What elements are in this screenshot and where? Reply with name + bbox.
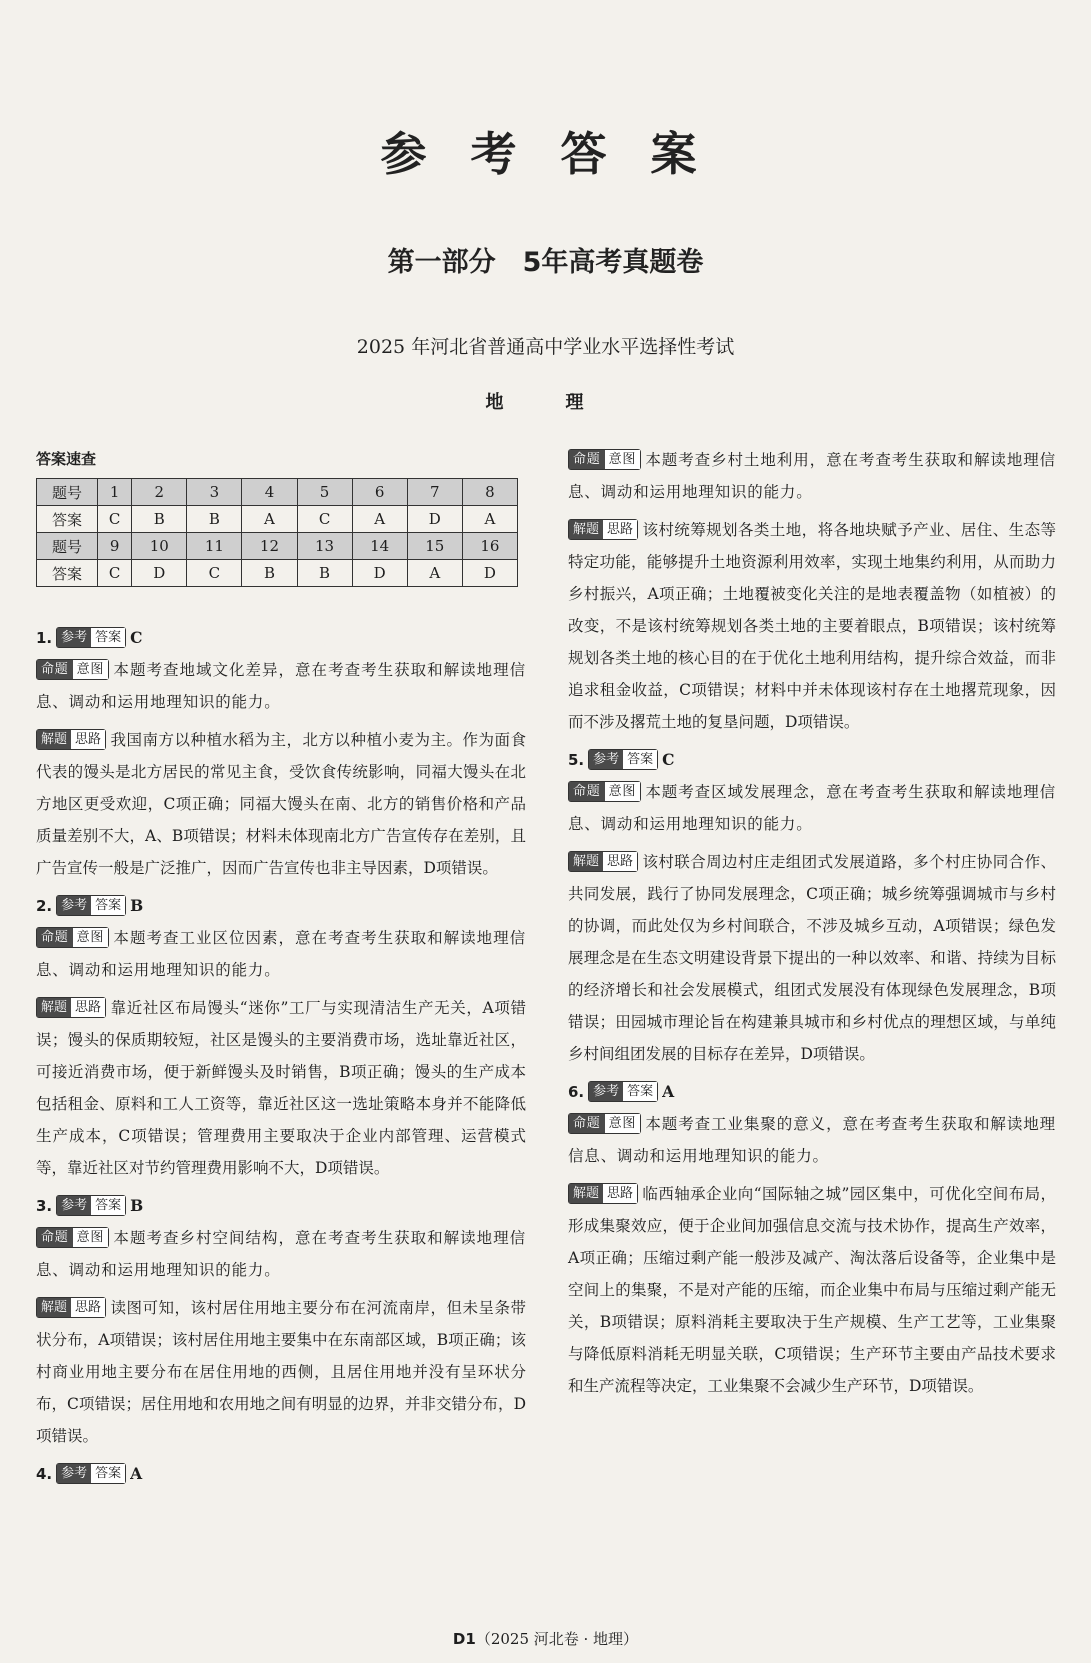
question-number: 13 bbox=[297, 533, 352, 560]
answer-letter: A bbox=[662, 1082, 675, 1101]
question-number: 4 bbox=[242, 479, 297, 506]
answer-cell: B bbox=[132, 506, 187, 533]
question-number: 12 bbox=[242, 533, 297, 560]
intent-paragraph bbox=[36, 922, 526, 986]
exam-title: 2025 年河北省普通高中学业水平选择性考试 bbox=[356, 336, 735, 358]
page-source: （2025 河北卷 · 地理） bbox=[475, 1630, 639, 1648]
answer-cell: D bbox=[407, 506, 462, 533]
answer-cell: A bbox=[352, 506, 407, 533]
idea-tag: 解题 思路 bbox=[36, 1297, 106, 1318]
question-number: 16 bbox=[462, 533, 517, 560]
answer-letter: B bbox=[130, 896, 144, 915]
idea-text: 读图可知，该村居住用地主要分布在河流南岸，但未呈条带状分布，A项错误；该村居住用地主要集中在东南部区域，B项正确；该村商业用地主要分布在居住用地的西侧，且居住用地并没有呈环状分布，C项错误；居住用地和农用地之间有明显的边界，并非交错分布，D项错误。 bbox=[36, 1299, 526, 1445]
answer-cell: D bbox=[462, 560, 517, 587]
intent-paragraph bbox=[36, 1222, 526, 1286]
answer-letter: B bbox=[130, 1196, 144, 1215]
subject-title: 地 理 bbox=[485, 392, 606, 413]
intent-tag: 命题 意图 bbox=[36, 927, 109, 948]
question-header bbox=[568, 744, 1056, 776]
idea-tag: 解题 思路 bbox=[568, 851, 638, 872]
answer-cell: B bbox=[297, 560, 352, 587]
idea-paragraph bbox=[36, 724, 526, 884]
intent-tag: 命题 意图 bbox=[568, 781, 641, 802]
answer-cell: C bbox=[297, 506, 352, 533]
answer-block-2 bbox=[36, 890, 526, 1184]
question-number: 11 bbox=[187, 533, 242, 560]
answer-letter: A bbox=[130, 1464, 143, 1483]
answer-tag: 参考 答案 bbox=[56, 895, 126, 916]
question-number: 6 bbox=[352, 479, 407, 506]
question-header bbox=[36, 1190, 526, 1222]
page-title: 参 考 答 案 bbox=[380, 127, 711, 181]
answer-cell: A bbox=[407, 560, 462, 587]
idea-tag: 解题 思路 bbox=[36, 729, 106, 750]
intent-paragraph bbox=[568, 444, 1056, 508]
answer-cell: B bbox=[187, 506, 242, 533]
idea-tag: 解题 思路 bbox=[36, 997, 106, 1018]
row-label-ans: 答案 bbox=[37, 506, 98, 533]
question-num: 2. bbox=[36, 897, 53, 915]
answer-cell: D bbox=[132, 560, 187, 587]
left-column bbox=[36, 622, 526, 1490]
answer-table-num-row bbox=[37, 479, 518, 506]
idea-tag: 解题 思路 bbox=[568, 1183, 638, 1204]
answer-cell: C bbox=[98, 560, 132, 587]
question-num: 3. bbox=[36, 1197, 53, 1215]
question-number: 3 bbox=[187, 479, 242, 506]
question-header bbox=[36, 890, 526, 922]
question-num: 6. bbox=[568, 1083, 585, 1101]
idea-paragraph bbox=[568, 514, 1056, 738]
idea-text: 靠近社区布局馒头“迷你”工厂与实现清洁生产无关，A项错误；馒头的保质期较短，社区是馒头的主要消费市场，选址靠近社区，可接近消费市场，便于新鲜馒头及时销售，B项正确；馒头的生产成本包括租金、原料和工人工资等，靠近社区这一选址策略本身并不能降低生产成本，C项错误；管理费用主要取决于企业内部管理、运营模式等，靠近社区对节约管理费用影响不大，D项错误。 bbox=[36, 999, 526, 1177]
answer-table-ans-row bbox=[37, 506, 518, 533]
intent-paragraph bbox=[36, 654, 526, 718]
intent-text: 本题考查工业集聚的意义，意在考查考生获取和解读地理信息、调动和运用地理知识的能力。 bbox=[568, 1115, 1056, 1165]
idea-paragraph bbox=[568, 846, 1056, 1070]
question-header bbox=[568, 1076, 1056, 1108]
answer-tag: 参考 答案 bbox=[56, 627, 126, 648]
row-label-num: 题号 bbox=[37, 479, 98, 506]
intent-text: 本题考查乡村空间结构，意在考查考生获取和解读地理信息、调动和运用地理知识的能力。 bbox=[36, 1229, 526, 1279]
answer-table bbox=[36, 478, 518, 587]
answer-cell: C bbox=[98, 506, 132, 533]
question-number: 8 bbox=[462, 479, 517, 506]
question-number: 1 bbox=[98, 479, 132, 506]
idea-paragraph bbox=[36, 992, 526, 1184]
idea-text: 该村联合周边村庄走组团式发展道路，多个村庄协同合作、共同发展，践行了协同发展理念，C项正确；城乡统筹强调城市与乡村的协调，而此处仅为乡村间联合，不涉及城乡互动，A项错误；绿色发展理念是在生态文明建设背景下提出的一种以效率、和谐、持续为目标的经济增长和社会发展模式，组团式发展没有体现绿色发展理念，B项错误；田园城市理论旨在构建兼具城市和乡村优点的理想区域，与单纯乡村间组团发展的目标存在差异，D项错误。 bbox=[568, 853, 1056, 1063]
question-number: 5 bbox=[297, 479, 352, 506]
question-num: 1. bbox=[36, 629, 53, 647]
answer-tag: 参考 答案 bbox=[588, 749, 658, 770]
right-column bbox=[568, 444, 1056, 1408]
answer-tag: 参考 答案 bbox=[56, 1463, 126, 1484]
intent-text: 本题考查乡村土地利用，意在考查考生获取和解读地理信息、调动和运用地理知识的能力。 bbox=[568, 451, 1056, 501]
answer-block-6 bbox=[568, 1076, 1056, 1402]
answer-cell: A bbox=[242, 506, 297, 533]
answer-block-4-header bbox=[36, 1458, 526, 1490]
page-number: D1 bbox=[452, 1630, 476, 1648]
answer-tag: 参考 答案 bbox=[588, 1081, 658, 1102]
intent-tag: 命题 意图 bbox=[568, 1113, 641, 1134]
answer-letter: C bbox=[662, 750, 675, 769]
intent-tag: 命题 意图 bbox=[568, 449, 641, 470]
question-num: 4. bbox=[36, 1465, 53, 1483]
idea-tag: 解题 思路 bbox=[568, 519, 638, 540]
answer-block-3 bbox=[36, 1190, 526, 1452]
quick-check-label: 答案速查 bbox=[36, 450, 97, 468]
question-header bbox=[36, 622, 526, 654]
question-header bbox=[36, 1458, 526, 1490]
answer-block-4-body bbox=[568, 444, 1056, 738]
part-title: 第一部分 5年高考真题卷 bbox=[387, 247, 704, 278]
intent-text: 本题考查区域发展理念，意在考查考生获取和解读地理信息、调动和运用地理知识的能力。 bbox=[568, 783, 1056, 833]
answer-cell: B bbox=[242, 560, 297, 587]
intent-text: 本题考查地域文化差异，意在考查考生获取和解读地理信息、调动和运用地理知识的能力。 bbox=[36, 661, 526, 711]
question-num: 5. bbox=[568, 751, 585, 769]
question-number: 14 bbox=[352, 533, 407, 560]
page-footer bbox=[0, 1628, 1091, 1649]
answer-block-1 bbox=[36, 622, 526, 884]
answer-letter: C bbox=[130, 628, 143, 647]
intent-tag: 命题 意图 bbox=[36, 1227, 109, 1248]
question-number: 9 bbox=[98, 533, 132, 560]
answer-tag: 参考 答案 bbox=[56, 1195, 126, 1216]
answer-cell: D bbox=[352, 560, 407, 587]
answer-table-num-row bbox=[37, 533, 518, 560]
row-label-num: 题号 bbox=[37, 533, 98, 560]
question-number: 7 bbox=[407, 479, 462, 506]
intent-paragraph bbox=[568, 776, 1056, 840]
idea-text: 临西轴承企业向“国际轴之城”园区集中，可优化空间布局，形成集聚效应，便于企业间加强信息交流与技术协作，提高生产效率，A项正确；压缩过剩产能一般涉及减产、淘汰落后设备等，企业集中是空间上的集聚，不是对产能的压缩，而企业集中布局与压缩过剩产能无关，B项错误；原料消耗主要取决于生产规模、生产工艺等，工业集聚与降低原料消耗无明显关联，C项错误；生产环节主要由产品技术要求和生产流程等决定，工业集聚不会减少生产环节，D项错误。 bbox=[568, 1185, 1056, 1395]
question-number: 15 bbox=[407, 533, 462, 560]
question-number: 2 bbox=[132, 479, 187, 506]
idea-text: 该村统筹规划各类土地，将各地块赋予产业、居住、生态等特定功能，能够提升土地资源利用效率，实现土地集约利用，从而助力乡村振兴，A项正确；土地覆被变化关注的是地表覆盖物（如植被）的改变，不是该村统筹规划各类土地的主要着眼点，B项错误；该村统筹规划各类土地的核心目的在于优化土地利用结构，提升综合效益，而非追求租金收益，C项错误；材料中并未体现该村存在土地撂荒现象，因而不涉及撂荒土地的复垦问题，D项错误。 bbox=[568, 521, 1056, 731]
idea-paragraph bbox=[36, 1292, 526, 1452]
idea-text: 我国南方以种植水稻为主，北方以种植小麦为主。作为面食代表的馒头是北方居民的常见主食，受饮食传统影响，同福大馒头在北方地区更受欢迎，C项正确；同福大馒头在南、北方的销售价格和产品质量差别不大，A、B项错误；材料未体现南北方广告宣传存在差别，且广告宣传一般是广泛推广，因而广告宣传也非主导因素，D项错误。 bbox=[36, 731, 526, 877]
intent-paragraph bbox=[568, 1108, 1056, 1172]
answer-table-ans-row bbox=[37, 560, 518, 587]
intent-text: 本题考查工业区位因素，意在考查考生获取和解读地理信息、调动和运用地理知识的能力。 bbox=[36, 929, 526, 979]
answer-block-5 bbox=[568, 744, 1056, 1070]
answer-cell: C bbox=[187, 560, 242, 587]
answer-cell: A bbox=[462, 506, 517, 533]
intent-tag: 命题 意图 bbox=[36, 659, 109, 680]
row-label-ans: 答案 bbox=[37, 560, 98, 587]
idea-paragraph bbox=[568, 1178, 1056, 1402]
question-number: 10 bbox=[132, 533, 187, 560]
